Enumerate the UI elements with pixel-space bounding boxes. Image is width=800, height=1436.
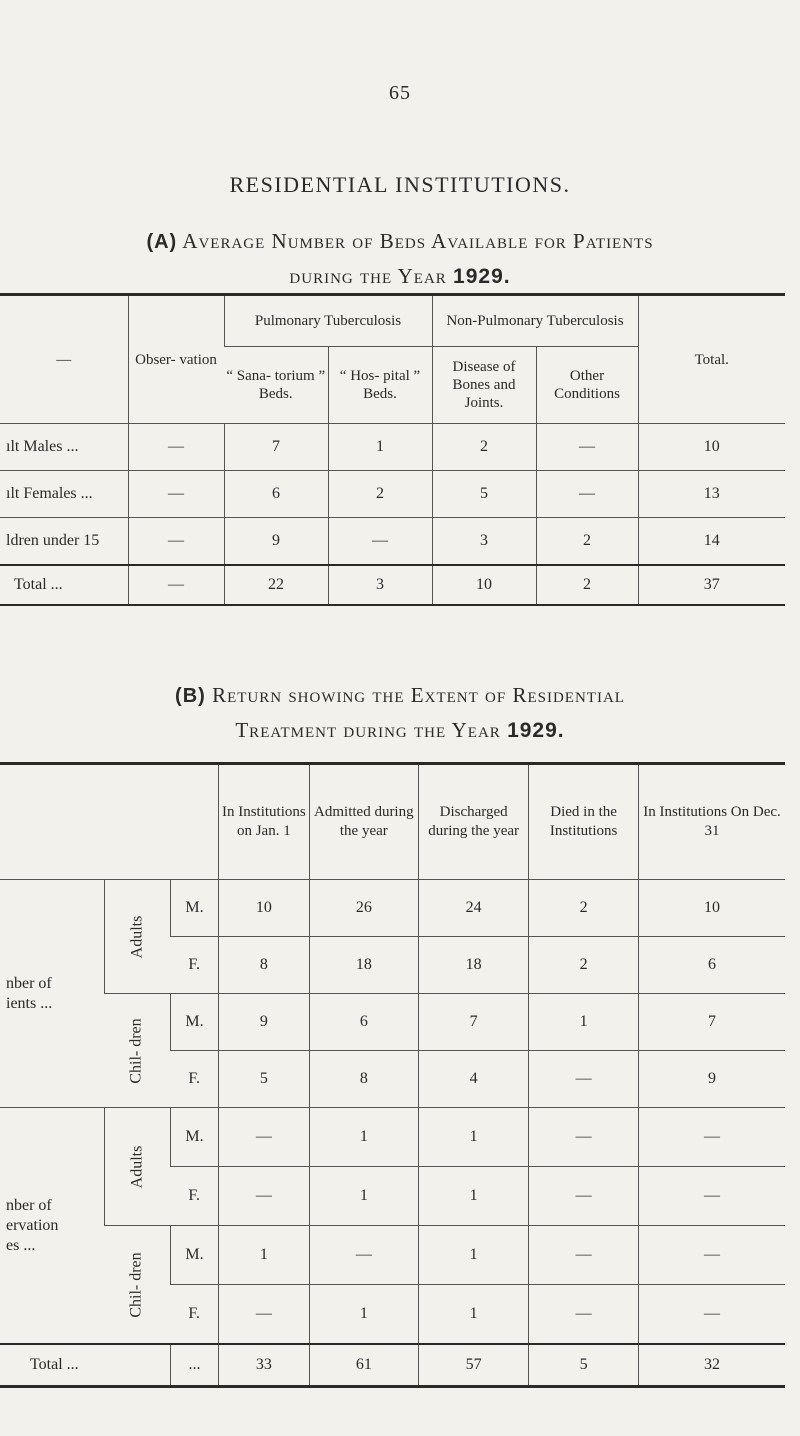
- cell-jan: 5: [219, 1051, 309, 1108]
- total-admitted: 61: [309, 1344, 419, 1387]
- header-died: Died in the Institutions: [529, 764, 639, 880]
- total-died: 5: [529, 1344, 639, 1387]
- cell-admitted: 18: [309, 937, 419, 994]
- cell-hospital: 2: [328, 471, 432, 518]
- cell-total: 14: [638, 518, 785, 566]
- cell-discharged: 18: [419, 937, 529, 994]
- group1-label-line2: ients ...: [6, 994, 53, 1012]
- cell-other: 2: [536, 565, 638, 605]
- section-a-heading-line1: Average Number of Beds Available for Patients: [182, 229, 654, 253]
- cell-dec: 7: [639, 994, 785, 1051]
- header-hospital: “ Hos- pital ” Beds.: [328, 347, 432, 424]
- cell-observation: —: [128, 471, 224, 518]
- cell-discharged: 24: [419, 880, 529, 937]
- sex-label: M.: [170, 880, 218, 937]
- cell-bones: 10: [432, 565, 536, 605]
- total-row: [0, 565, 785, 605]
- total-dec: 32: [639, 1344, 785, 1387]
- cell-jan: —: [219, 1167, 309, 1226]
- cell-hospital: 3: [328, 565, 432, 605]
- header-pulmonary: Pulmonary Tuberculosis: [224, 295, 432, 347]
- cell-bones: 3: [432, 518, 536, 566]
- total-jan: 33: [219, 1344, 309, 1387]
- section-a-heading: [0, 224, 800, 294]
- header-non-pulmonary: Non-Pulmonary Tuberculosis: [432, 295, 638, 347]
- table-row: [0, 994, 785, 1051]
- group1-label-line1: nber of: [6, 974, 52, 992]
- cell-other: —: [536, 471, 638, 518]
- main-title: RESIDENTIAL INSTITUTIONS.: [229, 172, 571, 197]
- cell-discharged: 1: [419, 1167, 529, 1226]
- section-b-marker: (B): [175, 685, 206, 707]
- total-discharged: 57: [419, 1344, 529, 1387]
- header-blank: [0, 764, 219, 880]
- table-row: [0, 1226, 785, 1285]
- cell-other: —: [536, 424, 638, 471]
- cell-jan: 8: [219, 937, 309, 994]
- header-observation: Obser- vation: [128, 295, 224, 424]
- cell-died: —: [529, 1108, 639, 1167]
- cell-sanatorium: 9: [224, 518, 328, 566]
- cell-discharged: 1: [419, 1285, 529, 1345]
- cell-discharged: 1: [419, 1108, 529, 1167]
- cell-admitted: 26: [309, 880, 419, 937]
- cell-sanatorium: 7: [224, 424, 328, 471]
- table-row: [0, 1108, 785, 1167]
- cell-jan: —: [219, 1108, 309, 1167]
- cell-admitted: 1: [309, 1108, 419, 1167]
- cell-sanatorium: 6: [224, 471, 328, 518]
- cell-admitted: 1: [309, 1285, 419, 1345]
- sex-label: F.: [170, 1285, 218, 1345]
- header-in-institutions-jan: In Institutions on Jan. 1: [219, 764, 309, 880]
- adults-label: Adults: [104, 1108, 170, 1226]
- header-total: Total.: [638, 295, 785, 424]
- cell-bones: 5: [432, 471, 536, 518]
- cell-observation: —: [128, 424, 224, 471]
- cell-hospital: 1: [328, 424, 432, 471]
- header-sanatorium: “ Sana- torium ” Beds.: [224, 347, 328, 424]
- section-a-heading-line2: during the Year: [289, 264, 447, 288]
- row-label: ılt Females ...: [0, 471, 128, 518]
- cell-jan: —: [219, 1285, 309, 1345]
- section-b-heading-line2: Treatment during the Year: [235, 718, 501, 742]
- cell-observation: —: [128, 565, 224, 605]
- row-label: Total ...: [0, 565, 128, 605]
- group2-label-line2: ervation: [6, 1216, 59, 1234]
- table-row: [0, 518, 785, 566]
- group2-label-line1: nber of: [6, 1196, 52, 1214]
- cell-total: 10: [638, 424, 785, 471]
- total-label: Total ...: [0, 1344, 170, 1387]
- cell-dec: 9: [639, 1051, 785, 1108]
- cell-total: 13: [638, 471, 785, 518]
- children-label: Chil- dren: [104, 994, 170, 1108]
- cell-died: —: [529, 1285, 639, 1345]
- cell-jan: 9: [219, 994, 309, 1051]
- cell-died: —: [529, 1226, 639, 1285]
- sex-label: M.: [170, 994, 218, 1051]
- cell-dec: —: [639, 1108, 785, 1167]
- header-in-institutions-dec: In Institutions On Dec. 31: [639, 764, 785, 880]
- cell-died: 1: [529, 994, 639, 1051]
- cell-dec: 10: [639, 880, 785, 937]
- cell-admitted: 6: [309, 994, 419, 1051]
- cell-observation: —: [128, 518, 224, 566]
- section-b-heading: [0, 678, 800, 748]
- total-sex: ...: [170, 1344, 218, 1387]
- section-a-year: 1929.: [453, 265, 511, 288]
- cell-died: 2: [529, 937, 639, 994]
- section-b-heading-line1: Return showing the Extent of Residential: [212, 683, 625, 707]
- cell-discharged: 1: [419, 1226, 529, 1285]
- group2-label-line3: es ...: [6, 1236, 36, 1254]
- header-discharged: Discharged during the year: [419, 764, 529, 880]
- section-a-marker: (A): [146, 231, 178, 253]
- adults-label: Adults: [104, 880, 170, 994]
- cell-dec: —: [639, 1226, 785, 1285]
- table-row: [0, 424, 785, 471]
- cell-total: 37: [638, 565, 785, 605]
- cell-other: 2: [536, 518, 638, 566]
- cell-dec: —: [639, 1285, 785, 1345]
- total-row: [0, 1344, 785, 1387]
- treatment-table: [0, 762, 785, 1388]
- cell-sanatorium: 22: [224, 565, 328, 605]
- cell-died: —: [529, 1051, 639, 1108]
- cell-admitted: 1: [309, 1167, 419, 1226]
- cell-dec: 6: [639, 937, 785, 994]
- sex-label: M.: [170, 1226, 218, 1285]
- beds-table: [0, 293, 785, 606]
- header-other: Other Conditions: [536, 347, 638, 424]
- sex-label: F.: [170, 1051, 218, 1108]
- header-bones: Disease of Bones and Joints.: [432, 347, 536, 424]
- sex-label: M.: [170, 1108, 218, 1167]
- header-admitted: Admitted during the year: [309, 764, 419, 880]
- cell-discharged: 7: [419, 994, 529, 1051]
- table-row: [0, 880, 785, 937]
- cell-discharged: 4: [419, 1051, 529, 1108]
- section-b-year: 1929.: [507, 719, 565, 742]
- header-dash: —: [56, 351, 72, 368]
- group-label-patients: [0, 880, 104, 1108]
- page-number: 65: [389, 82, 411, 104]
- cell-died: —: [529, 1167, 639, 1226]
- sex-label: F.: [170, 1167, 218, 1226]
- cell-hospital: —: [328, 518, 432, 566]
- cell-bones: 2: [432, 424, 536, 471]
- row-label: ılt Males ...: [0, 424, 128, 471]
- cell-dec: —: [639, 1167, 785, 1226]
- row-label: ldren under 15: [0, 518, 128, 566]
- cell-admitted: 8: [309, 1051, 419, 1108]
- table-row: [0, 471, 785, 518]
- group-label-observation: [0, 1108, 104, 1345]
- cell-jan: 10: [219, 880, 309, 937]
- cell-died: 2: [529, 880, 639, 937]
- cell-jan: 1: [219, 1226, 309, 1285]
- cell-admitted: —: [309, 1226, 419, 1285]
- sex-label: F.: [170, 937, 218, 994]
- children-label: Chil- dren: [104, 1226, 170, 1345]
